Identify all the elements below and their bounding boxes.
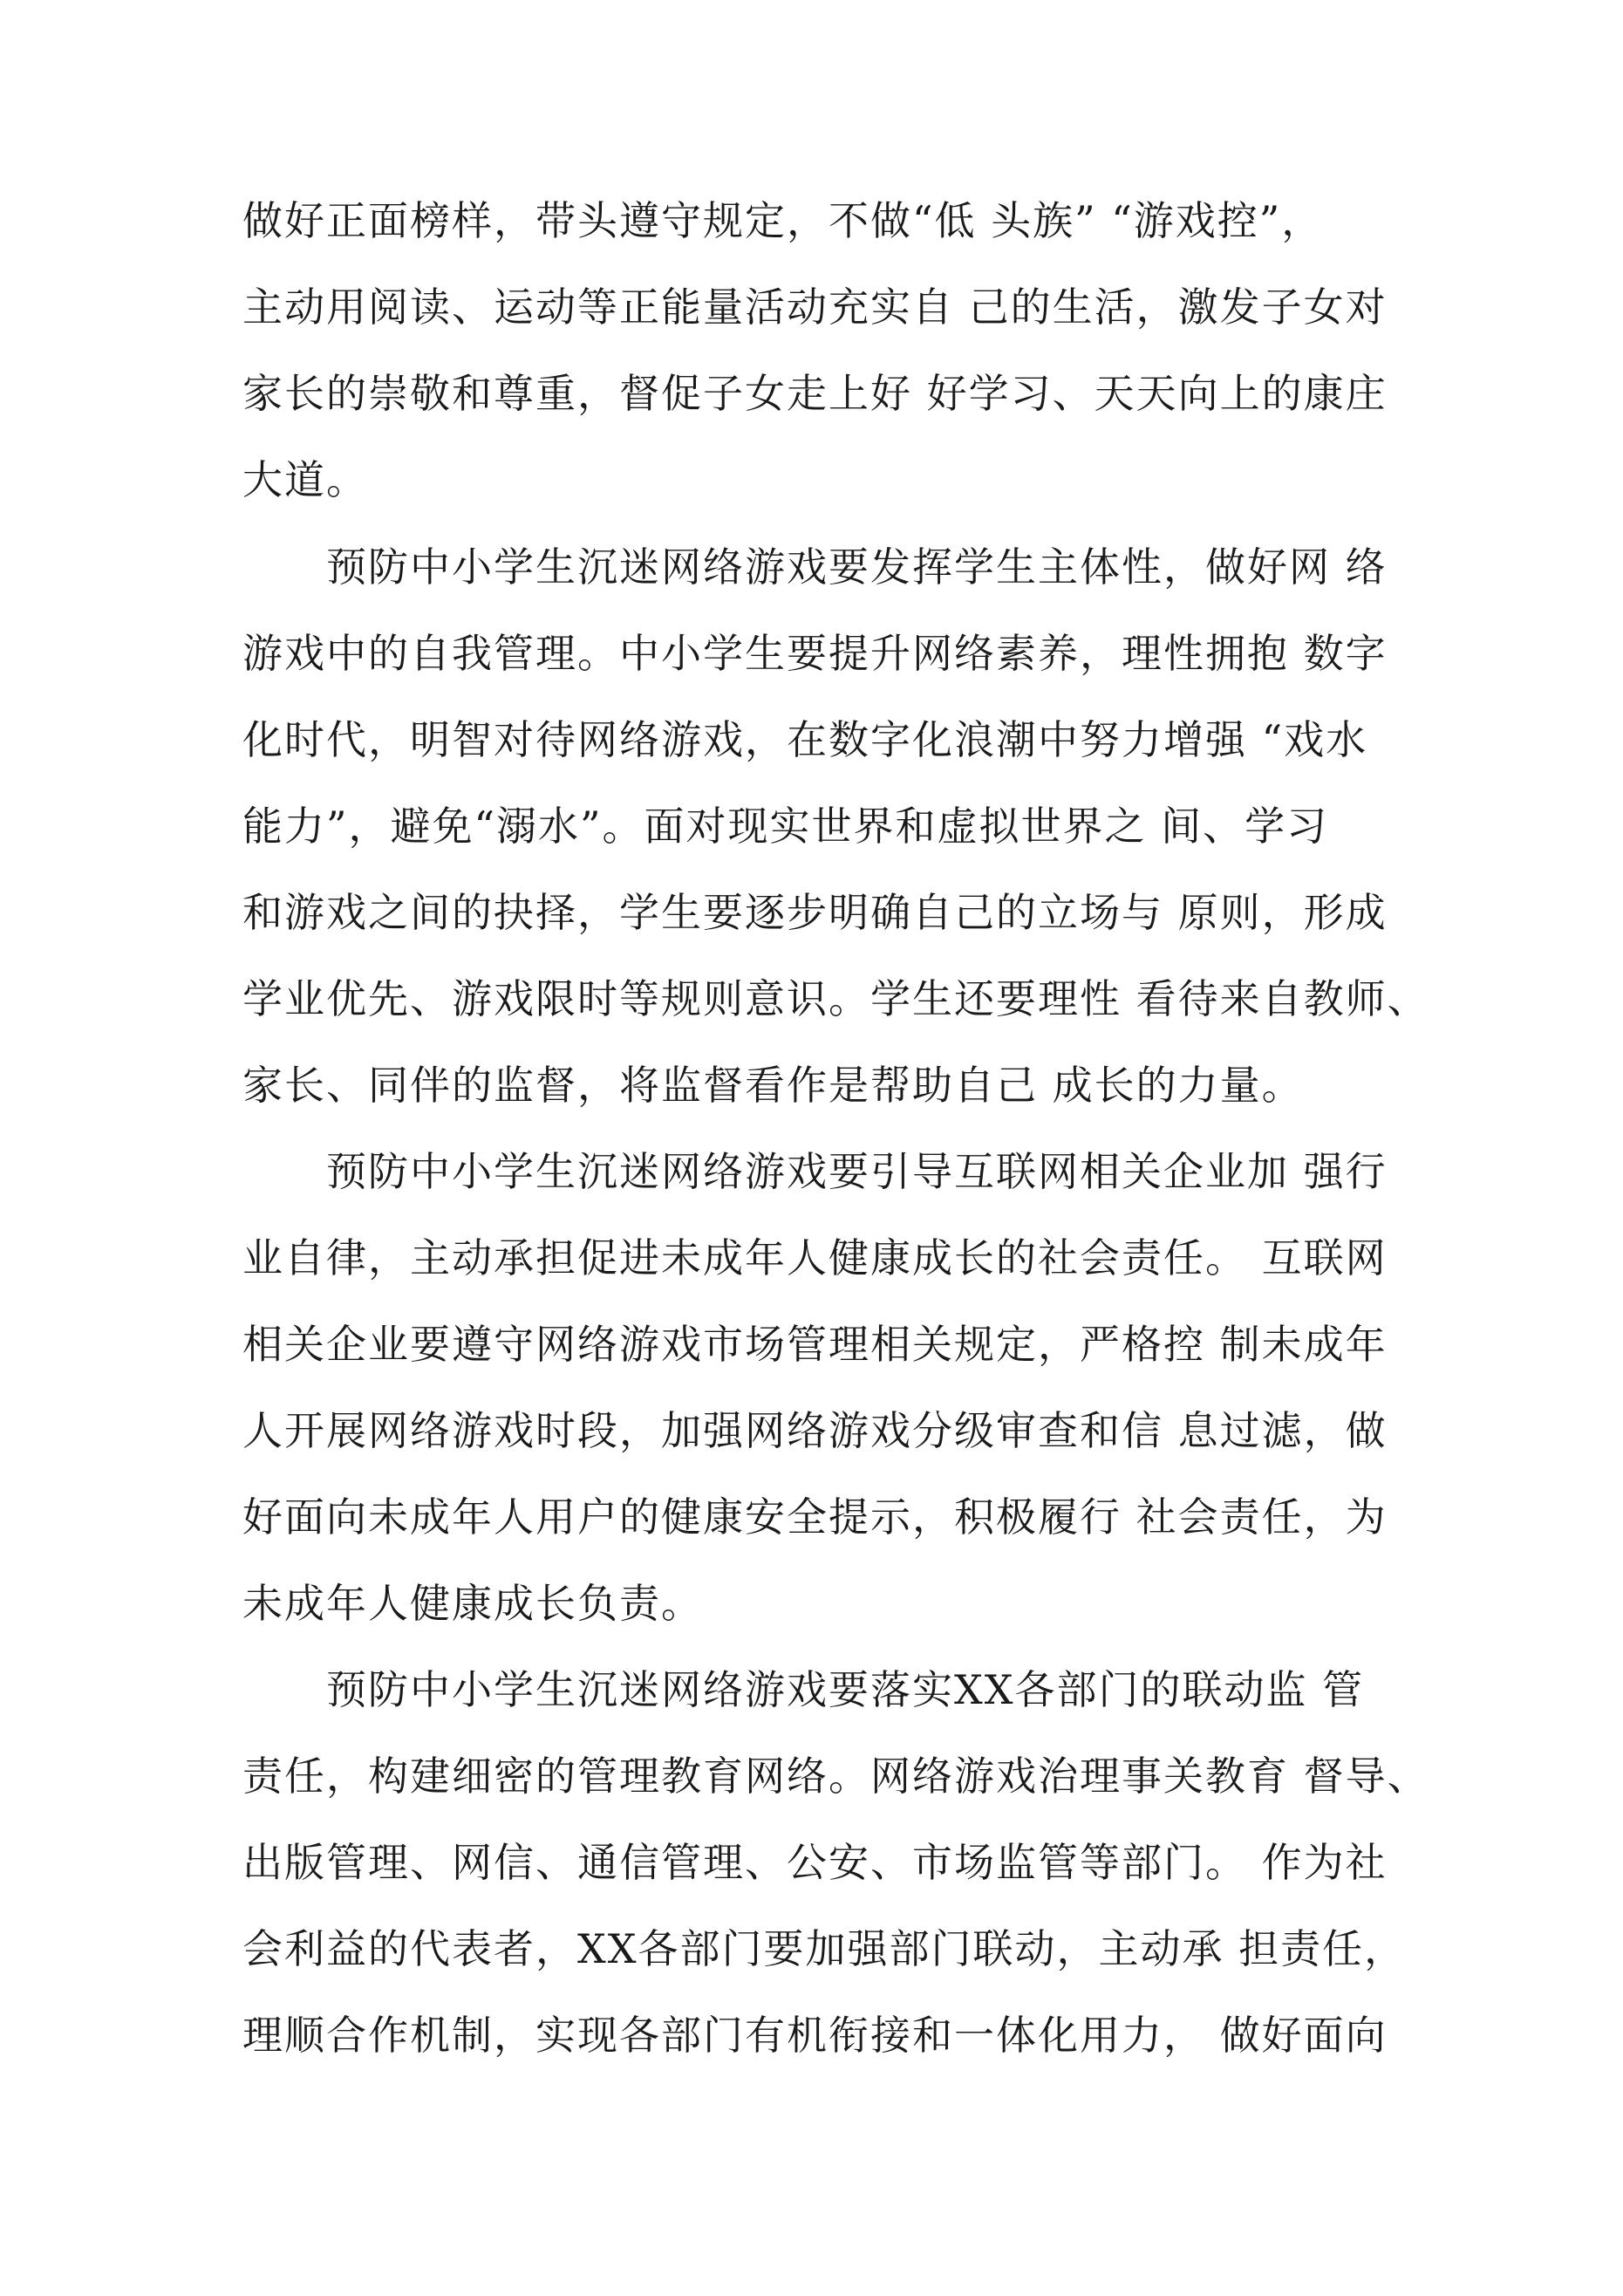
text-line: 游戏中的自我管理。中小学生要提升网络素养，理性拥抱 数字: [242, 630, 1388, 677]
text-line: 做好正面榜样，带头遵守规定，不做“低 头族” “游戏控”，: [242, 197, 1324, 244]
text-line: 责任，构建细密的管理教育网络。网络游戏治理事关教育 督导、: [242, 1753, 1429, 1800]
text-line: 主动用阅读、运动等正能量活动充实自 己的生活，激发子女对: [242, 284, 1388, 331]
paragraph-first-line: 预防中小学生沉迷网络游戏要落实XX各部门的联动监 管: [326, 1666, 1365, 1713]
text-line: 理顺合作机制，实现各部门有机衔接和一体化用力， 做好面向: [242, 2012, 1388, 2059]
text-line: 会利益的代表者，XX各部门要加强部门联动，主动承 担责任，: [242, 1925, 1407, 1972]
paragraph-first-line: 预防中小学生沉迷网络游戏要发挥学生主体性，做好网 络: [326, 543, 1388, 591]
text-line: 能力”，避免“溺水”。面对现实世界和虚拟世界之 间、学习: [242, 803, 1329, 850]
text-line: 家长的崇敬和尊重，督促子女走上好 好学习、天天向上的康庄: [242, 370, 1388, 417]
text-line: 业自律，主动承担促进未成年人健康成长的社会责任。 互联网: [242, 1234, 1388, 1281]
text-line: 未成年人健康成长负责。: [242, 1580, 703, 1627]
text-line: 大道。: [242, 456, 368, 503]
text-line: 相关企业要遵守网络游戏市场管理相关规定，严格控 制未成年: [242, 1321, 1388, 1368]
text-line: 出版管理、网信、通信管理、公安、市场监管等部门。 作为社: [242, 1839, 1388, 1886]
text-line: 好面向未成年人用户的健康安全提示，积极履行 社会责任，为: [242, 1493, 1388, 1541]
text-line: 学业优先、游戏限时等规则意识。学生还要理性 看待来自教师、: [242, 975, 1429, 1022]
paragraph-first-line: 预防中小学生沉迷网络游戏要引导互联网相关企业加 强行: [326, 1148, 1388, 1195]
text-line: 家长、同伴的监督，将监督看作是帮助自己 成长的力量。: [242, 1062, 1304, 1109]
text-line: 化时代，明智对待网络游戏，在数字化浪潮中努力增强 “戏水: [242, 716, 1368, 763]
text-line: 和游戏之间的抉择，学生要逐步明确自己的立场与 原则，形成: [242, 889, 1388, 936]
text-line: 人开展网络游戏时段，加强网络游戏分级审查和信 息过滤，做: [242, 1407, 1388, 1454]
